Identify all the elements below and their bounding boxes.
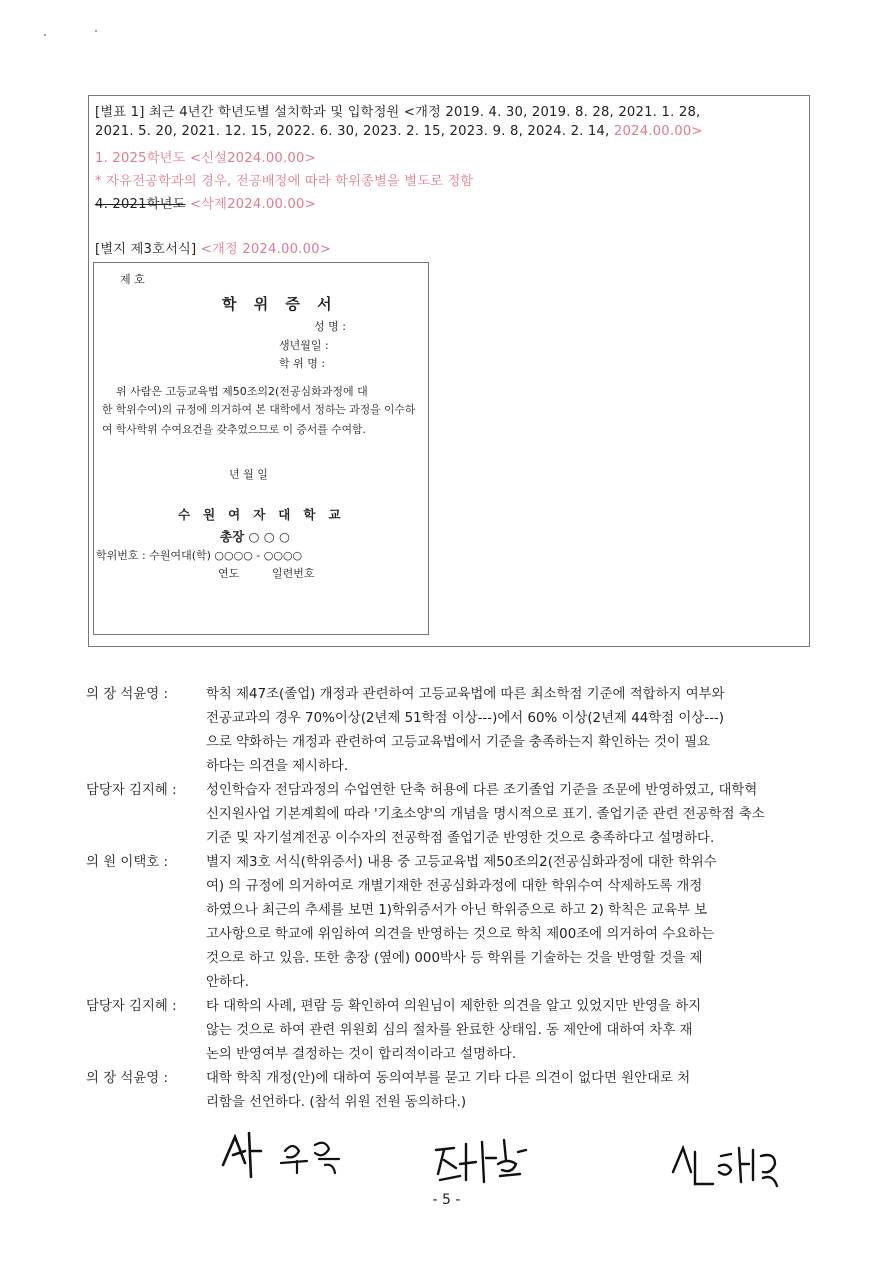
cert-number: 제 호 [120, 273, 145, 286]
degree-certificate-form [93, 262, 429, 635]
minutes-line: 안하다. [206, 975, 250, 990]
scan-speck [95, 30, 97, 32]
minutes-line: 신지원사업 기본계획에 따라 '기초소양'의 개념을 명시적으로 표기. 졸업기준 관련 전공학점 축소 [206, 807, 765, 822]
minutes-line: 않는 것으로 하여 관련 위원회 심의 절차를 완료한 상태임. 동 제안에 대하여 차후 재 [206, 1023, 693, 1038]
minutes-line: 리함을 선언하다. (참석 위원 전원 동의하다.) [206, 1095, 467, 1110]
minutes-line: 여) 의 규정에 의거하여로 개별기재한 전공심화과정에 대한 학위수여 삭제하도록 개정 [206, 879, 703, 894]
cert-year-label: 연도 [218, 567, 240, 580]
cert-degree-number: 학위번호 : 수원여대(학) ○○○○ - ○○○○ [96, 549, 303, 562]
minutes-line: 학칙 제47조(졸업) 개정과 관련하여 고등교육법에 따른 최소학점 기준에 적합하지 여부와 [206, 687, 725, 702]
minutes-line: 논의 반영여부 결정하는 것이 합리적이라고 설명하다. [206, 1047, 517, 1062]
speaker-label: 의 원 이택호 : [86, 855, 168, 870]
cert-president: 총장 ○ ○ ○ [220, 529, 290, 544]
minutes-line: 별지 제3호 서식(학위증서) 내용 중 고등교육법 제50조의2(전공심화과정에 대한 학위수 [206, 855, 717, 870]
cert-date: 년 월 일 [229, 468, 268, 481]
cert-name-field: 성 명 : [314, 320, 346, 333]
annex-line-1: [별표 1] 최근 4년간 학년도별 설치학과 및 입학정원 <개정 2019. 4. 30, 2019. 8. 28, 2021. 1. 28, [95, 105, 701, 120]
signature-2 [430, 1130, 540, 1190]
annex-line-4: * 자유전공학과의 경우, 전공배정에 따라 학위종별을 별도로 정함 [95, 174, 474, 189]
cert-serial-label: 일련번호 [272, 567, 315, 580]
annex-line-2: 2021. 5. 20, 2021. 12. 15, 2022. 6. 30, 2023. 2. 15, 2023. 9. 8, 2024. 2. 14, 2024.00.00> [95, 124, 703, 139]
cert-title: 학 위 증 서 [222, 295, 338, 313]
annex-line-3: 1. 2025학년도 <신설2024.00.00> [95, 151, 316, 166]
minutes-line: 타 대학의 사례, 편람 등 확인하여 의원님이 제한한 의견을 알고 있었지만 반영을 하지 [206, 999, 702, 1014]
signature-3 [665, 1138, 795, 1198]
speaker-label: 의 장 석윤영 : [86, 1071, 168, 1086]
signature-1 [215, 1125, 355, 1185]
speaker-label: 담당자 김지혜 : [86, 999, 177, 1014]
cert-degree-field: 학 위 명 : [279, 357, 326, 370]
minutes-line: 전공교과의 경우 70%이상(2년제 51학점 이상---)에서 60% 이상(2년제 44학점 이상---) [206, 711, 724, 726]
speaker-label: 의 장 석윤영 : [86, 687, 168, 702]
minutes-line: 대학 학칙 개정(안)에 대하여 동의여부를 묻고 기타 다른 의견이 없다면 원안대로 처 [206, 1071, 691, 1086]
minutes-line: 으로 약화하는 개정과 관련하여 고등교육법에서 기준을 충족하는지 확인하는 것이 필요 [206, 735, 710, 750]
scan-speck [44, 34, 46, 36]
speaker-label: 담당자 김지혜 : [86, 783, 177, 798]
annex-line-6: [별지 제3호서식] <개정 2024.00.00> [95, 242, 331, 257]
cert-university: 수원여자대학교 [178, 507, 354, 522]
cert-body-text: 한 학위수여)의 규정에 의거하여 본 대학에서 정하는 과정을 이수하여 학사학위 수여요건을 갖추었으므로 이 증서를 수여함. [102, 403, 416, 436]
minutes-line: 것으로 하고 있음. 또한 총장 (옆에) 000박사 등 학위를 기술하는 것을 반영할 것을 제 [206, 951, 703, 966]
cert-birth-field: 생년월일 : [279, 339, 329, 352]
minutes-line: 성인학습자 전담과정의 수업연한 단축 허용에 다른 조기졸업 기준을 조문에 반영하였고, 대학혁 [206, 783, 758, 798]
annex-line-5: 4. 2021학년도 <삭제2024.00.00> [95, 197, 316, 212]
cert-body-line-1: 위 사람은 고등교육법 제50조의2(전공심화과정에 대 [116, 385, 368, 398]
minutes-line: 하다는 의견을 제시하다. [206, 759, 349, 774]
page-number: - 5 - [432, 1192, 461, 1208]
minutes-line: 고사항으로 학교에 위임하여 의견을 반영하는 것으로 학칙 제00조에 의거하여 수요하는 [206, 927, 715, 942]
minutes-line: 하였으나 최근의 추세를 보면 1)학위증서가 아닌 학위증으로 하고 2) 학칙은 교육부 보 [206, 903, 708, 918]
minutes-line: 기준 및 자기설계전공 이수자의 전공학점 졸업기준 반영한 것으로 충족하다고 설명하다. [206, 831, 715, 846]
